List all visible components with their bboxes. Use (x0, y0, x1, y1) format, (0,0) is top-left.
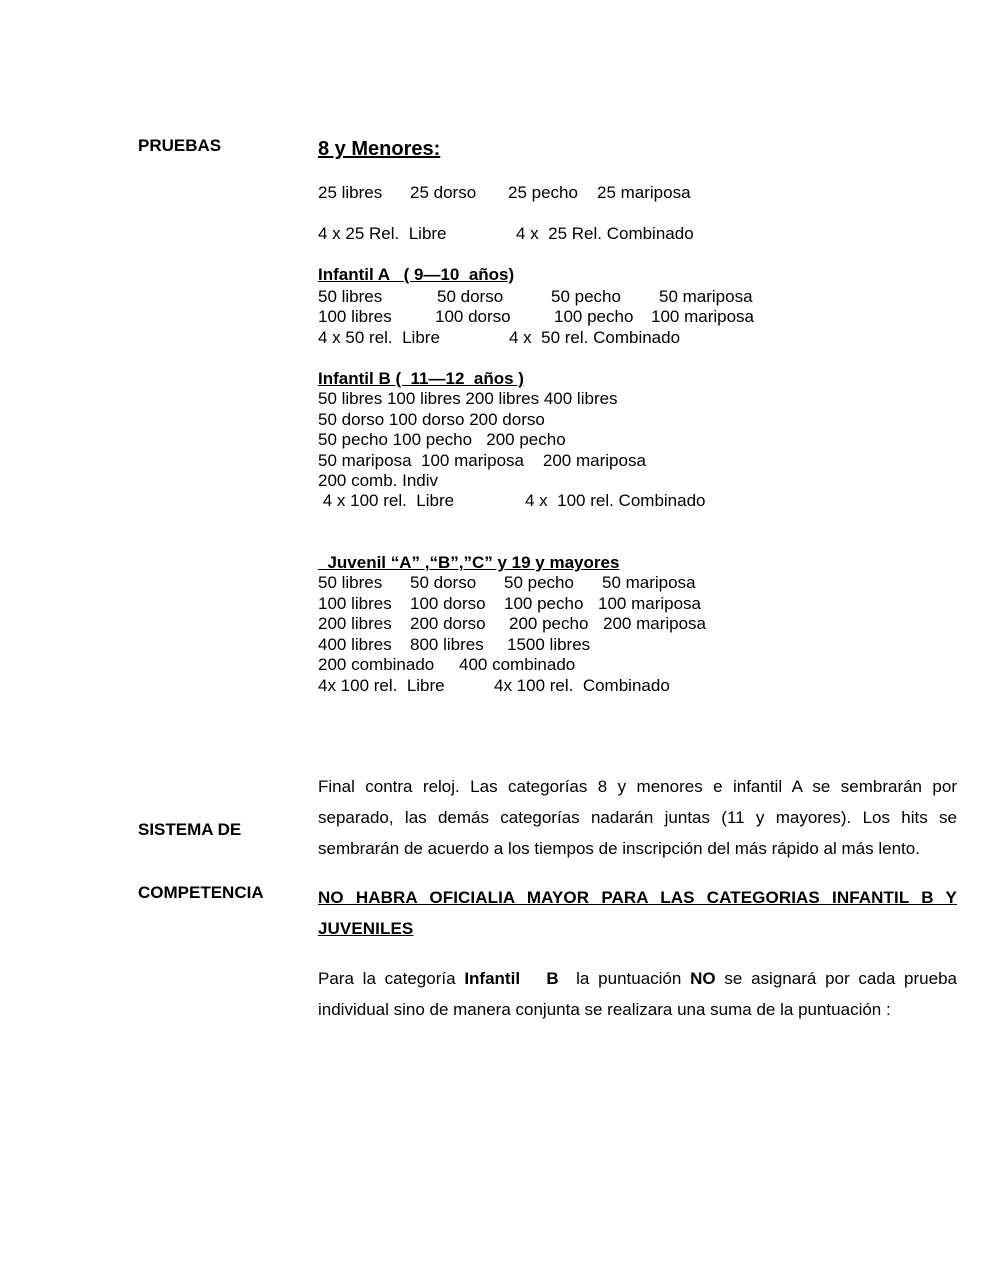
event-item: 25 dorso (410, 183, 477, 202)
event-item: 100 dorso (435, 307, 511, 326)
event-item: 800 libres (410, 635, 484, 654)
event-item: 50 dorso (410, 573, 477, 592)
event-item: 50 pecho (504, 573, 574, 592)
bold-run-no: NO (690, 969, 716, 988)
event-item: 100 mariposa (598, 594, 702, 613)
event-item: 100 pecho (554, 307, 634, 326)
group-heading-8-y-menores: 8 y Menores: (318, 138, 441, 160)
group-heading-infantil-a: Infantil A ( 9—10 años) (318, 265, 515, 284)
event-item: 100 dorso (410, 594, 486, 613)
event-line: 50 dorso 100 dorso 200 dorso (318, 410, 545, 429)
section-label-sistema (138, 777, 264, 924)
event-item: 4 x 25 Rel. Libre (318, 224, 447, 243)
event-item: 25 pecho (508, 183, 578, 202)
event-item: 200 combinado (318, 655, 435, 674)
event-item: 4x 100 rel. Libre (318, 676, 445, 695)
event-line: 50 mariposa 100 mariposa 200 mariposa (318, 451, 646, 470)
text-run: se asignará por cada prueba individual sino de manera conjunta se realizara una suma de la puntuación : (318, 969, 957, 1019)
text-run: Para la categoría (318, 969, 465, 988)
event-item: 4x 100 rel. Combinado (494, 676, 670, 695)
event-item: 100 libres (318, 307, 392, 326)
event-item: 50 libres (318, 573, 383, 592)
event-item: 50 dorso (437, 287, 504, 306)
notice-no-oficialia: NO HABRA OFICIALIA MAYOR PARA LAS CATEGORIAS INFANTIL B Y JUVENILES (318, 888, 957, 938)
event-line: 200 comb. Indiv (318, 471, 439, 490)
text-run: la puntuación (558, 969, 691, 988)
group-heading-juvenil: Juvenil “A” ,“B”,”C” y 19 y mayores (318, 553, 620, 572)
bold-run-infantil-b: Infantil B (464, 969, 559, 988)
event-item: 400 libres (318, 635, 392, 654)
event-item: 100 pecho (504, 594, 584, 613)
event-item: 50 libres (318, 287, 383, 306)
event-item: 4 x 100 rel. Libre (318, 491, 455, 510)
event-item: 200 pecho (509, 614, 589, 633)
event-item: 25 libres (318, 183, 383, 202)
section-label-line: SISTEMA DE (138, 820, 242, 839)
event-item: 4 x 50 rel. Combinado (509, 328, 681, 347)
event-item: 100 mariposa (651, 307, 755, 326)
event-line: 50 pecho 100 pecho 200 pecho (318, 430, 566, 449)
event-item: 200 mariposa (603, 614, 707, 633)
event-line: 50 libres 100 libres 200 libres 400 libres (318, 389, 618, 408)
event-item: 4 x 50 rel. Libre (318, 328, 440, 347)
group-heading-infantil-b: Infantil B ( 11—12 años ) (318, 369, 524, 388)
competition-paragraph: Final contra reloj. Las categorías 8 y menores e infantil A se sembrarán por separado, las demás categorías nadarán juntas (11 y mayores). Los hits se sembrarán de acuerdo a los tiempos de inscripción del más rápido al más lento. (318, 777, 957, 858)
event-item: 400 combinado (459, 655, 576, 674)
section-label-line: COMPETENCIA (138, 883, 264, 902)
event-item: 50 mariposa (659, 287, 753, 306)
event-item: 200 dorso (410, 614, 486, 633)
event-item: 4 x 25 Rel. Combinado (516, 224, 694, 243)
scoring-paragraph (318, 963, 957, 1025)
event-item: 50 mariposa (602, 573, 696, 592)
event-item: 4 x 100 rel. Combinado (525, 491, 706, 510)
event-item: 100 libres (318, 594, 392, 613)
section-label-pruebas: PRUEBAS (138, 136, 222, 155)
event-item: 25 mariposa (597, 183, 691, 202)
event-item: 200 libres (318, 614, 392, 633)
event-item: 50 pecho (551, 287, 621, 306)
event-item: 1500 libres (507, 635, 591, 654)
